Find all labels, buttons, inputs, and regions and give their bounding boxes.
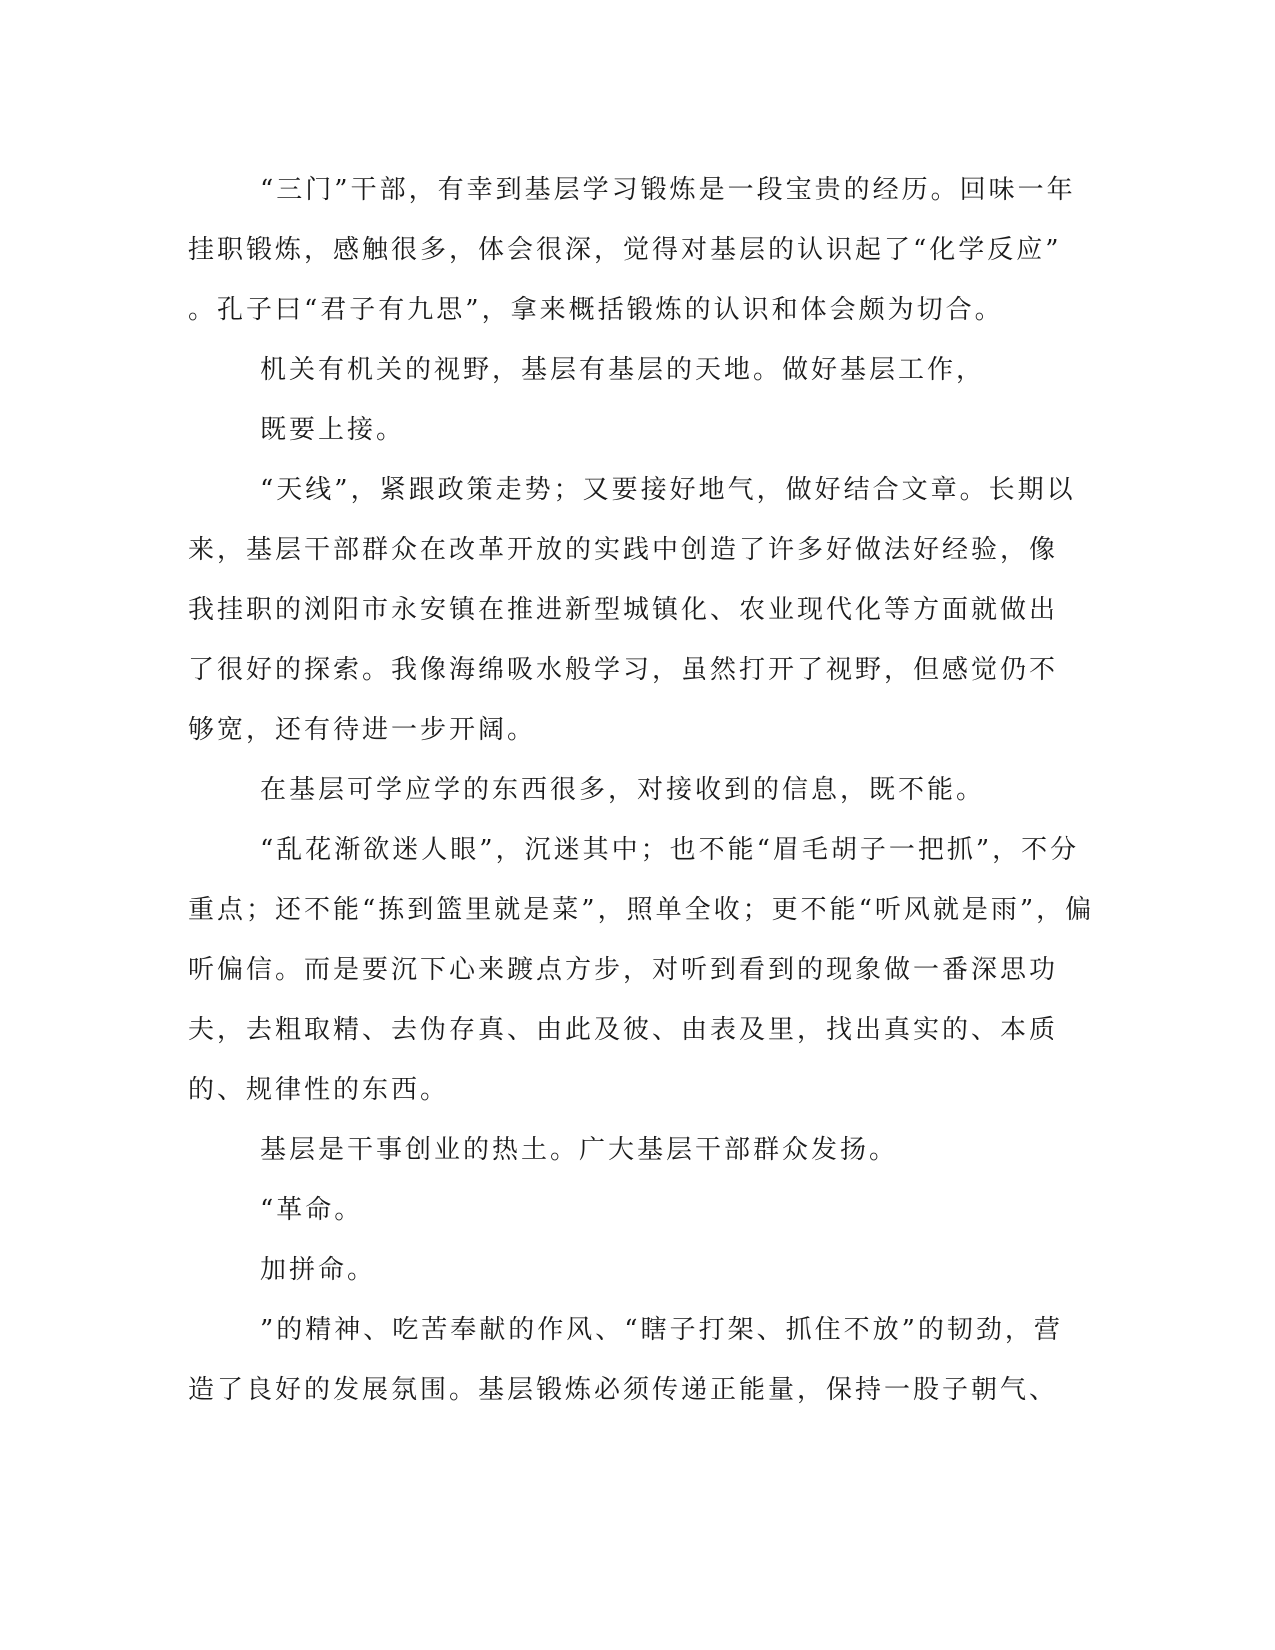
text-line: “三门”干部，有幸到基层学习锻炼是一段宝贵的经历。回味一年 [260, 175, 1076, 205]
text-line: 的、规律性的东西。 [188, 1075, 450, 1105]
text-line: 在基层可学应学的东西很多，对接收到的信息，既不能。 [260, 775, 986, 805]
text-line: 基层是干事创业的热土。广大基层干部群众发扬。 [260, 1135, 899, 1165]
text-line: “天线”，紧跟政策走势；又要接好地气，做好结合文章。长期以 [260, 475, 1076, 505]
text-line: 夫，去粗取精、去伪存真、由此及彼、由表及里，找出真实的、本质 [188, 1015, 1059, 1045]
text-line: 重点；还不能“拣到篮里就是菜”，照单全收；更不能“听风就是雨”，偏 [188, 895, 1095, 925]
text-line: ”的精神、吃苦奉献的作风、“瞎子打架、抓住不放”的韧劲，营 [260, 1315, 1063, 1345]
text-line: 既要上接。 [260, 415, 406, 445]
text-line: 挂职锻炼，感触很多，体会很深，觉得对基层的认识起了“化学反应” [188, 235, 1062, 265]
text-line: 够宽，还有待进一步开阔。 [188, 715, 537, 745]
text-line: “乱花渐欲迷人眼”，沉迷其中；也不能“眉毛胡子一把抓”，不分 [260, 835, 1080, 865]
text-line: 了很好的探索。我像海绵吸水般学习，虽然打开了视野，但感觉仍不 [188, 655, 1059, 685]
text-line: 加拼命。 [260, 1255, 377, 1285]
text-line: 我挂职的浏阳市永安镇在推进新型城镇化、农业现代化等方面就做出 [188, 595, 1059, 625]
text-line: 造了良好的发展氛围。基层锻炼必须传递正能量，保持一股子朝气、 [188, 1375, 1059, 1405]
text-line: “革命。 [260, 1195, 364, 1225]
body-text [188, 160, 1095, 1420]
text-line: 来，基层干部群众在改革开放的实践中创造了许多好做法好经验，像 [188, 535, 1059, 565]
text-line: 。孔子曰“君子有九思”，拿来概括锻炼的认识和体会颇为切合。 [188, 295, 1004, 325]
text-line: 听偏信。而是要沉下心来踱点方步，对听到看到的现象做一番深思功 [188, 955, 1059, 985]
text-line: 机关有机关的视野，基层有基层的天地。做好基层工作， [260, 355, 986, 385]
